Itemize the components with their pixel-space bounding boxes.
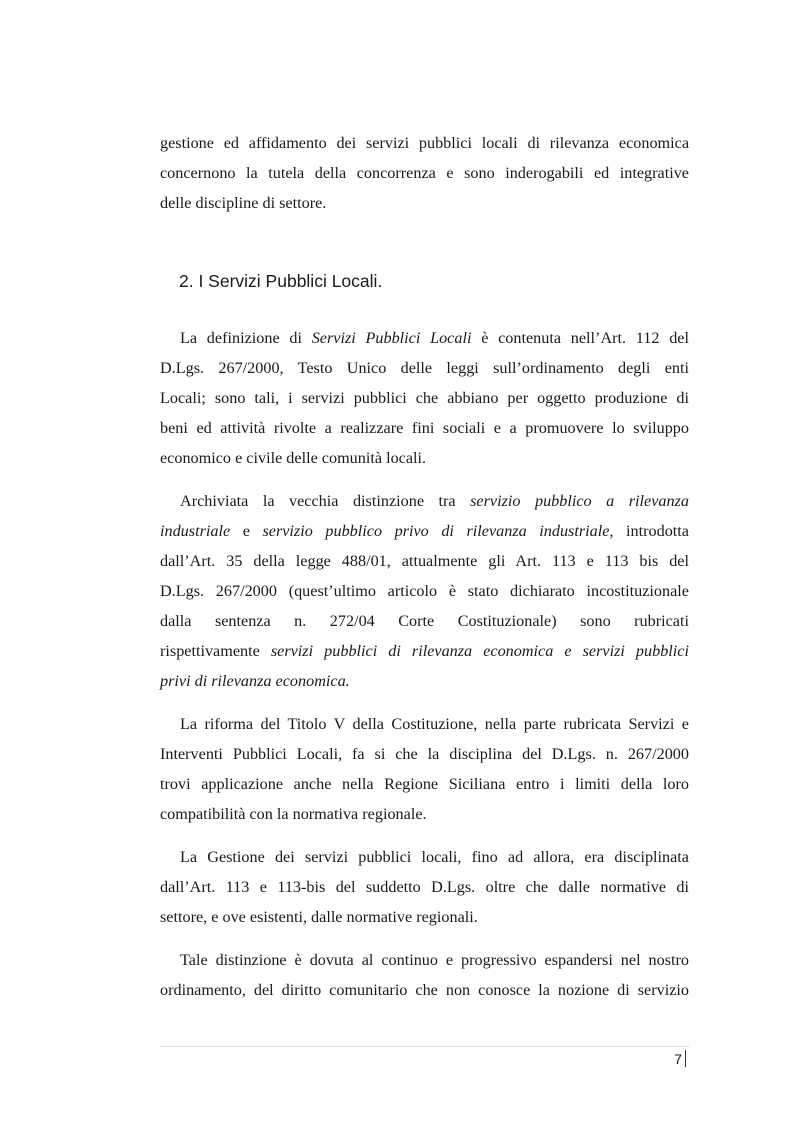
text-line: Locali; sono tali, i servizi pubblici che abbiano per oggetto produzione di	[160, 389, 689, 407]
section-heading: 2. I Servizi Pubblici Locali.	[179, 271, 383, 291]
text-line: D.Lgs. 267/2000 (quest’ultimo articolo è stato dichiarato incostituzionale	[160, 582, 689, 600]
text-line: La Gestione dei servizi pubblici locali, fino ad allora, era disciplinata	[180, 848, 689, 866]
text-line: Archiviata la vecchia distinzione tra servizio pubblico a rilevanza	[180, 492, 689, 510]
text-line: trovi applicazione anche nella Regione Siciliana entro i limiti della loro	[160, 775, 689, 793]
text-line: settore, e ove esistenti, dalle normative regionali.	[160, 908, 478, 926]
text-line: industriale e servizio pubblico privo di rilevanza industriale, introdotta	[160, 522, 689, 540]
page-number-separator	[685, 1050, 686, 1067]
text-line: dall’Art. 113 e 113-bis del suddetto D.Lgs. oltre che dalle normative di	[160, 878, 689, 896]
text-line: economico e civile delle comunità locali.	[160, 449, 427, 467]
text-line: La riforma del Titolo V della Costituzione, nella parte rubricata Servizi e	[180, 715, 689, 733]
text-line: compatibilità con la normativa regionale.	[160, 805, 427, 823]
text-line: gestione ed affidamento dei servizi pubblici locali di rilevanza economica	[160, 134, 689, 152]
text-line: Interventi Pubblici Locali, fa si che la disciplina del D.Lgs. n. 267/2000	[160, 745, 689, 763]
text-line: delle discipline di settore.	[160, 194, 327, 212]
text-line: privi di rilevanza economica.	[160, 672, 350, 690]
text-line: concernono la tutela della concorrenza e sono inderogabili ed integrative	[160, 164, 689, 182]
page-number: 7	[674, 1051, 682, 1067]
text-line: beni ed attività rivolte a realizzare fini sociali e a promuovere lo sviluppo	[160, 419, 689, 437]
footer-divider	[160, 1046, 689, 1047]
text-line: dalla sentenza n. 272/04 Corte Costituzionale) sono rubricati	[160, 612, 689, 630]
text-line: La definizione di Servizi Pubblici Locali è contenuta nell’Art. 112 del	[180, 329, 689, 347]
text-line: rispettivamente servizi pubblici di rilevanza economica e servizi pubblici	[160, 642, 689, 660]
text-line: ordinamento, del diritto comunitario che non conosce la nozione di servizio	[160, 981, 689, 999]
text-line: Tale distinzione è dovuta al continuo e progressivo espandersi nel nostro	[180, 951, 689, 969]
text-line: dall’Art. 35 della legge 488/01, attualmente gli Art. 113 e 113 bis del	[160, 552, 689, 570]
text-line: D.Lgs. 267/2000, Testo Unico delle leggi sull’ordinamento degli enti	[160, 359, 689, 377]
